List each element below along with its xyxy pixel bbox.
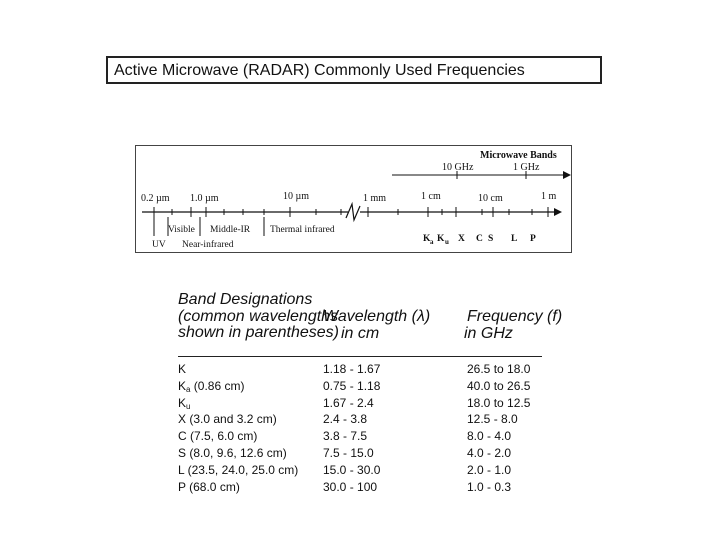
- column-wavelength: [323, 361, 380, 495]
- column-frequency: [467, 361, 530, 495]
- header-wavelength: [323, 309, 430, 342]
- table-row-band-ku: $K_u$: [178, 395, 191, 411]
- band-letter-p: P: [530, 234, 536, 244]
- wavelength-label-1m: 1 m: [541, 191, 557, 202]
- header-frequency: [464, 309, 562, 342]
- electromagnetic-spectrum-diagram: [135, 145, 572, 253]
- table-row-band-s: S (8.0, 9.6, 12.6 cm): [178, 445, 287, 460]
- wavelength-labels: [141, 191, 557, 204]
- header-band-line-1: Band Designations: [178, 291, 313, 308]
- band-letter-s: S: [488, 234, 494, 244]
- wavelength-cell: 0.75 - 1.18: [323, 378, 381, 393]
- wavelength-cell: 30.0 - 100: [323, 479, 378, 494]
- region-label-thermal-infrared: Thermal infrared: [270, 225, 335, 235]
- microwave-bands-label: Microwave Bands: [480, 150, 557, 161]
- wavelength-axis-arrowhead: [554, 208, 562, 216]
- header-band-line-3: shown in parentheses): [178, 324, 339, 341]
- header-band-designations: [178, 291, 339, 342]
- frequency-cell: 26.5 to 18.0: [467, 362, 531, 376]
- column-band: [178, 361, 298, 495]
- slide-title: Active Microwave (RADAR) Commonly Used Frequencies: [106, 56, 602, 84]
- wavelength-cell: 1.67 - 2.4: [323, 395, 374, 410]
- region-label-middle-ir: Middle-IR: [210, 225, 251, 235]
- band-letter-l: L: [511, 234, 518, 244]
- table-row-band-k: K: [178, 362, 187, 376]
- region-labels: [152, 224, 335, 250]
- wavelength-cell: 1.18 - 1.67: [323, 362, 381, 376]
- frequency-cell: 4.0 - 2.0: [467, 445, 512, 460]
- header-frequency-line-1: Frequency (f): [467, 308, 563, 325]
- wavelength-label-0-2um: 0.2 µm: [141, 193, 170, 204]
- wavelength-cell: 2.4 - 3.8: [323, 412, 368, 427]
- frequency-cell: 12.5 - 8.0: [467, 412, 518, 427]
- band-letter-a-sub: a: [430, 238, 434, 246]
- table-header-rule: [178, 356, 542, 357]
- band-letter-k: K: [423, 234, 431, 244]
- axis-break-mark: [346, 204, 360, 220]
- table-row-band-ka: $K_a$ (0.86 cm): [178, 378, 245, 394]
- table-row-band-p: P (68.0 cm): [178, 479, 240, 494]
- frequency-cell: 2.0 - 1.0: [467, 462, 512, 477]
- table-row-band-x: X (3.0 and 3.2 cm): [178, 412, 277, 427]
- header-wavelength-line-1: Wavelength (λ): [323, 308, 431, 325]
- table-row-band-c: C (7.5, 6.0 cm): [178, 429, 258, 444]
- wavelength-label-1cm: 1 cm: [421, 191, 441, 202]
- region-label-near-infrared: Near-infrared: [182, 240, 234, 250]
- band-letters: [423, 234, 536, 246]
- header-band-line-2: (common wavelengths: [178, 307, 339, 325]
- frequency-cell: 8.0 - 4.0: [467, 429, 512, 444]
- frequency-cell: 40.0 to 26.5: [467, 378, 531, 393]
- spectrum-svg: [136, 146, 573, 254]
- wavelength-cell: 7.5 - 15.0: [323, 445, 374, 460]
- band-letter-u-sub: u: [445, 238, 449, 246]
- band-letter-c: C: [476, 234, 483, 244]
- wavelength-cell: 3.8 - 7.5: [323, 429, 368, 444]
- frequency-cell: 1.0 - 0.3: [467, 479, 512, 494]
- microwave-bands-arrowhead: [563, 171, 571, 179]
- header-wavelength-line-2: in cm: [341, 324, 380, 342]
- freq-label-10ghz: 10 GHz: [442, 162, 474, 173]
- band-letter-x: X: [458, 234, 465, 244]
- freq-label-1ghz: 1 GHz: [513, 162, 540, 173]
- wavelength-label-10um: 10 µm: [283, 191, 310, 202]
- region-label-uv: UV: [152, 240, 166, 250]
- wavelength-cell: 15.0 - 30.0: [323, 462, 381, 477]
- wavelength-label-1-0um: 1.0 µm: [190, 193, 219, 204]
- frequency-cell: 18.0 to 12.5: [467, 395, 531, 410]
- band-letter-k: K: [437, 234, 445, 244]
- wavelength-label-1mm: 1 mm: [363, 193, 387, 204]
- wavelength-label-10cm: 10 cm: [478, 193, 503, 204]
- header-frequency-line-2: in GHz: [464, 324, 513, 342]
- region-label-visible: Visible: [168, 225, 195, 235]
- table-row-band-l: L (23.5, 24.0, 25.0 cm): [178, 462, 299, 477]
